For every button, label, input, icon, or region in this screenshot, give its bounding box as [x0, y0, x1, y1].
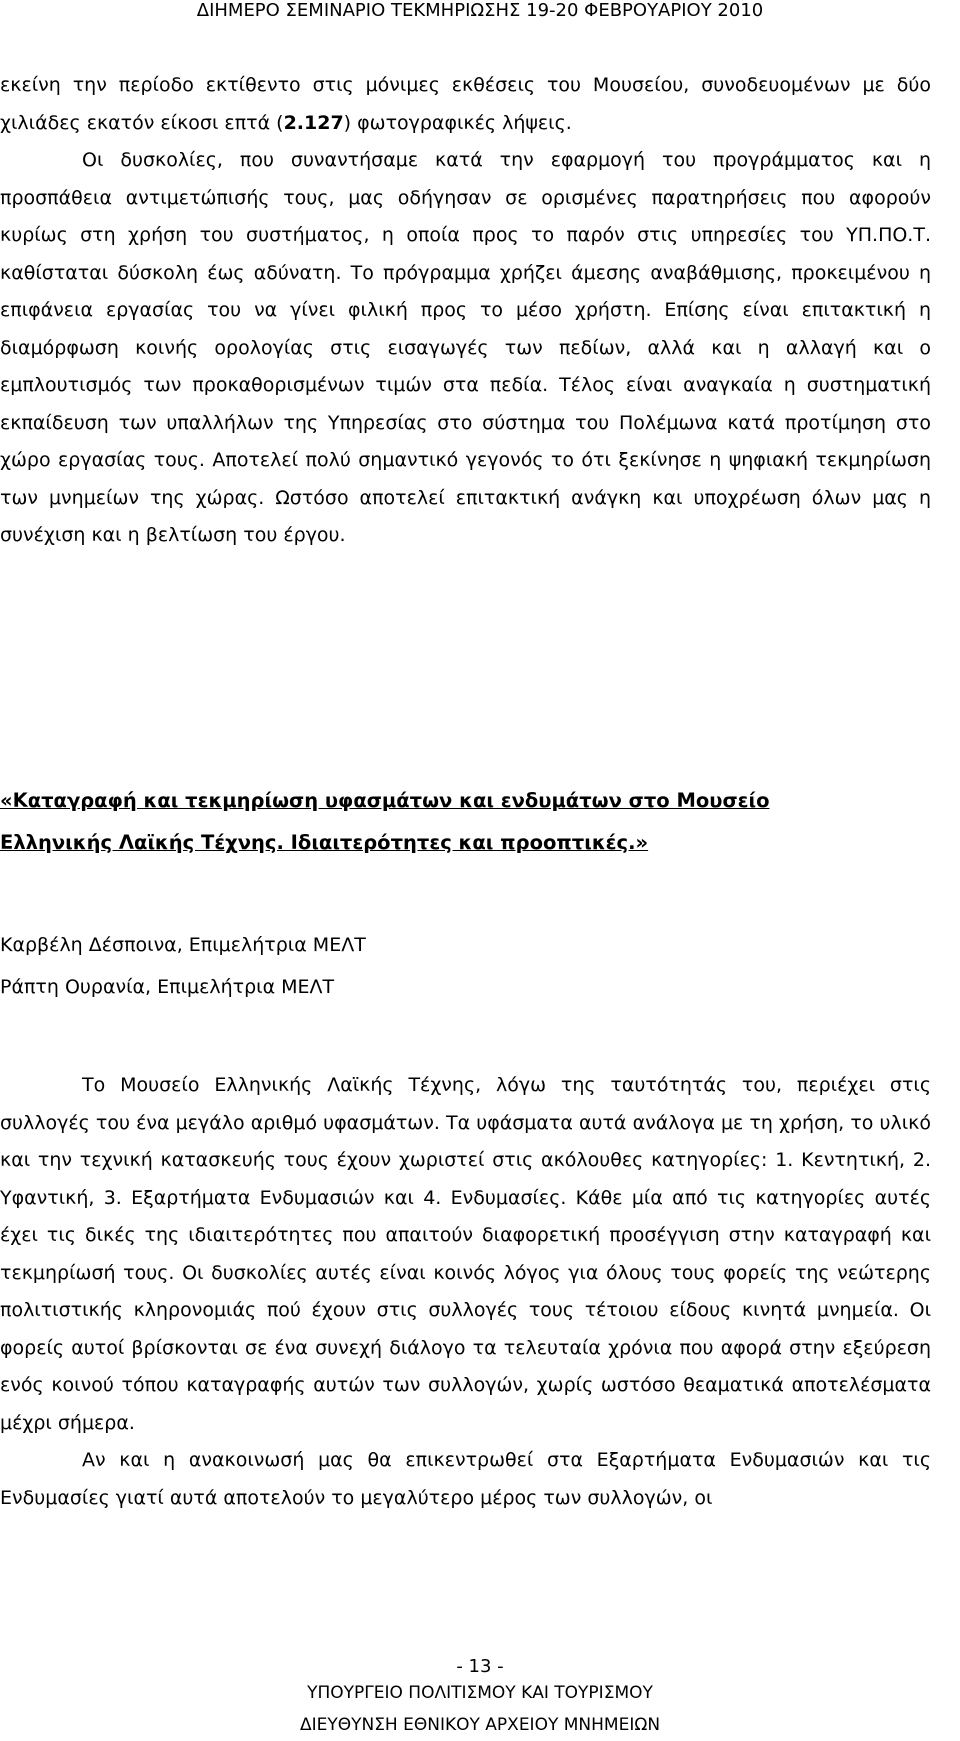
paragraph-3: Το Μουσείο Ελληνικής Λαϊκής Τέχνης, λόγω της ταυτότητάς του, περιέχει στις συλλογές του ένα μεγάλο αριθμό υφασμάτων. Τα υφάσματα αυτά ανάλογα με τη χρήση, το υλικό και την τεχνική κατασκευής τους έχουν χωριστεί στις ακόλουθες κατηγορίες: 1. Κεντητική, 2. Υφαντική, 3. Εξαρτήματα Ενδυμασιών και 4. Ενδυμασίες. Κάθε μία από τις κατηγορίες αυτές έχει τις δικές της ιδιαιτερότητες που απαιτούν διαφορετική προσέγγιση στην καταγραφή και τεκμηρίωσή τους. Οι δυσκολίες αυτές είναι κοινός λόγος για όλους τους φορείς της νεώτερης πολιτιστικής κληρονομιάς πού έχουν στις συλλογές τους τέτοιου είδους κινητά μνημεία. Οι φορείς αυτοί βρίσκονται σε ένα συνεχή διάλογο τα τελευταία χρόνια που αφορά στην εξεύρεση ενός κοινού τόπου καταγραφής αυτών των συλλογών, χωρίς ωστόσο θεαματικά αποτελέσματα μέχρι σήμερα. — [0, 1074, 931, 1434]
photo-count: 2.127 — [283, 111, 344, 134]
section-1-text — [0, 67, 931, 555]
author-1: Καρβέλη Δέσποινα, Επιμελήτρια ΜΕΛΤ — [0, 934, 366, 956]
paper-title-line-1: «Καταγραφή και τεκμηρίωση υφασμάτων και ενδυμάτων στο Μουσείο — [0, 789, 770, 812]
page-header: ΔΙΗΜΕΡΟ ΣΕΜΙΝΑΡΙΟ ΤΕΚΜΗΡΙΩΣΗΣ 19-20 ΦΕΒΡΟΥΑΡΙΟΥ 2010 — [196, 0, 764, 21]
paragraph-4: Αν και η ανακοινωσή μας θα επικεντρωθεί στα Εξαρτήματα Ενδυμασιών και τις Ενδυμασίες γιατί αυτά αποτελούν το μεγαλύτερο μέρος των συλλογών, οι — [0, 1449, 931, 1509]
paper-title-line-2: Ελληνικής Λαϊκής Τέχνης. Ιδιαιτερότητες και προοπτικές.» — [0, 831, 649, 854]
paragraph-1: εκείνη την περίοδο εκτίθεντο στις μόνιμες εκθέσεις του Μουσείου, συνοδευομένων με δύο χιλιάδες εκατόν είκοσι επτά (2.127) φωτογραφικές λήψεις. — [0, 74, 931, 134]
paper-title — [0, 780, 931, 864]
author-2: Ράπτη Ουρανία, Επιμελήτρια ΜΕΛΤ — [0, 976, 335, 998]
footer-directorate: ΔΙΕΥΘΥΝΣΗ ΕΘΝΙΚΟΥ ΑΡΧΕΙΟΥ ΜΝΗΜΕΙΩΝ — [299, 1715, 661, 1735]
footer-ministry: ΥΠΟΥΡΓΕΙΟ ΠΟΛΙΤΙΣΜΟΥ ΚΑΙ ΤΟΥΡΙΣΜΟΥ — [307, 1683, 653, 1703]
authors-block — [0, 924, 931, 1008]
page-number: - 13 - — [456, 1656, 504, 1677]
page-footer — [0, 1677, 960, 1741]
section-2-text — [0, 1067, 931, 1517]
paragraph-2: Οι δυσκολίες, που συναντήσαμε κατά την εφαρμογή του προγράμματος και η προσπάθεια αντιμετώπισής τους, μας οδήγησαν σε ορισμένες παρατηρήσεις που αφορούν κυρίως στη χρήση του συστήματος, η οποία προς το παρόν στις υπηρεσίες του ΥΠ.ΠΟ.Τ. καθίσταται δύσκολη έως αδύνατη. Το πρόγραμμα χρήζει άμεσης αναβάθμισης, προκειμένου η επιφάνεια εργασίας του να γίνει φιλική προς το μέσο χρήστη. Επίσης είναι επιτακτική η διαμόρφωση κοινής ορολογίας στις εισαγωγές των πεδίων, αλλά και η αλλαγή και ο εμπλουτισμός των προκαθορισμένων τιμών στα πεδία. Τέλος είναι αναγκαία η συστηματική εκπαίδευση των υπαλλήλων της Υπηρεσίας στο σύστημα του Πολέμωνα κατά προτίμηση στο χώρο εργασίας τους. Αποτελεί πολύ σημαντικό γεγονός το ότι ξεκίνησε η ψηφιακή τεκμηρίωση των μνημείων της χώρας. Ωστόσο αποτελεί επιτακτική ανάγκη και υποχρέωση όλων μας η συνέχιση και η βελτίωση του έργου. — [0, 149, 931, 546]
